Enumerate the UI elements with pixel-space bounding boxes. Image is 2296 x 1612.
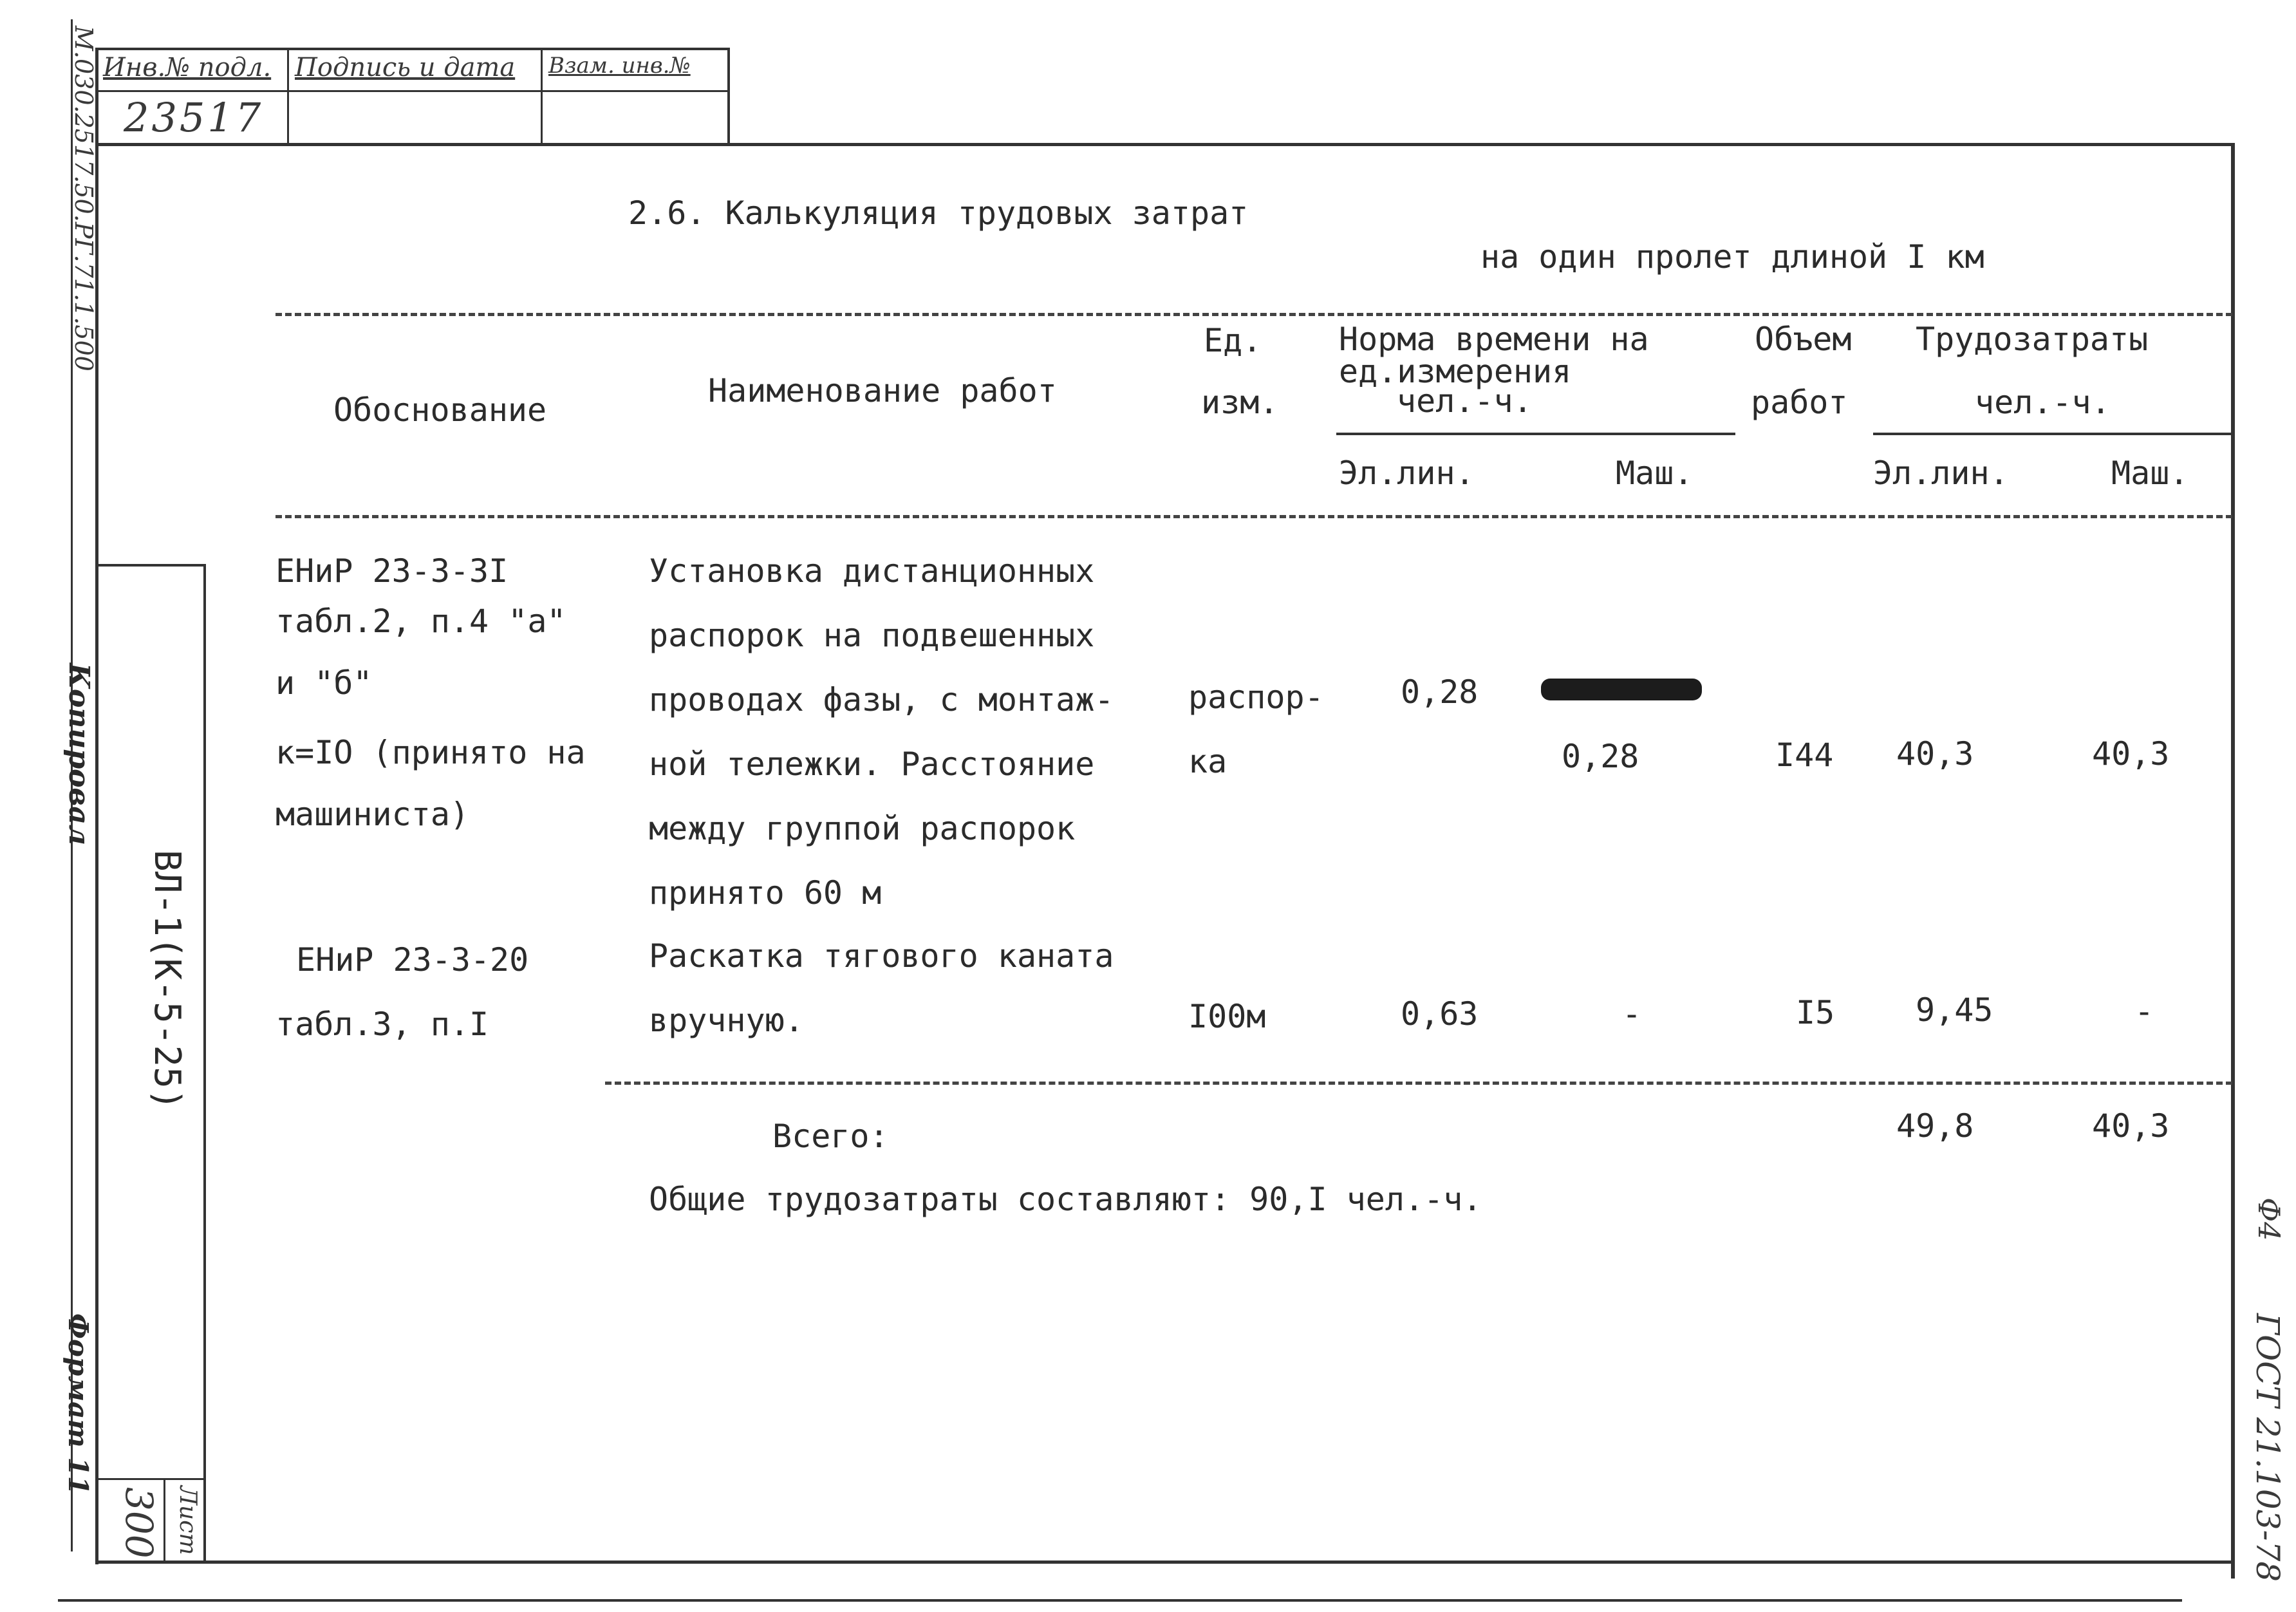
header-volume-1: Объем [1755,321,1852,358]
row1-norm-mash: 0,28 [1562,738,1639,775]
stamp-col1-header: Инв.№ подл. [103,53,272,82]
header-work-name: Наименование работ [708,372,1057,409]
row1-labor-el: 40,3 [1896,735,1974,773]
vertical-format: Формат 11 [62,1313,94,1495]
total-label: Всего: [772,1118,889,1155]
sheet-number: 300 [117,1487,161,1559]
stamp-number: 23517 [124,94,264,141]
total-el: 49,8 [1896,1107,1974,1145]
gost-code: ГОСТ 21.103-78 [2249,1313,2286,1582]
header-top-dash [275,313,2232,316]
header-norm-1: Норма времени на [1339,321,1649,358]
row1-basis-4: к=IО (принято на [275,734,586,771]
side-panel-right [203,564,206,1563]
row2-volume: I5 [1796,994,1835,1031]
row2-work-2: вручную. [649,1002,804,1039]
row2-labor-mash: - [2134,993,2154,1030]
row1-work-1: Установка дистанционных [649,552,1095,590]
row1-basis-5: машиниста) [275,796,470,833]
row1-unit-2: ка [1188,743,1227,780]
row1-work-2: распорок на подвешенных [649,617,1095,654]
stamp-mid-line [97,90,730,92]
header-unit-1: Ед. [1204,322,1262,359]
summary-text: Общие трудозатраты составляют: 90,I чел.-ч. [649,1181,1482,1218]
page-bottom-line [58,1599,2182,1602]
stamp-top-line [97,48,730,50]
total-dash [605,1082,2232,1085]
row1-basis-1: ЕНиР 23-3-3I [275,552,509,590]
row1-work-3: проводах фазы, с монтаж- [649,681,1114,718]
header-labor-1: Трудозатраты [1916,321,2149,358]
row2-norm-mash: - [1622,995,1642,1033]
row1-unit-1: распор- [1188,679,1324,716]
row1-work-4: ной тележки. Расстояние [649,745,1095,783]
vertical-doc-code: ВЛ-1(К-5-25) [146,850,188,1111]
frame-right [2231,143,2235,1579]
vertical-note: Копировал [62,663,95,846]
norm-header-underline [1336,433,1735,435]
header-norm-2: ед.измерения [1339,353,1572,390]
format-code: Ф4 [2252,1197,2286,1241]
row1-basis-2: табл.2, п.4 "а" [275,603,566,640]
vertical-code: М.030.2517.50.РГ.71.1.500 [70,26,98,371]
ink-blot [1541,679,1702,700]
stamp-right-line [727,48,730,144]
stamp-col2-header: Подпись и дата [295,53,516,82]
header-labor-el: Эл.лин. [1873,455,2009,492]
row1-norm-el: 0,28 [1401,673,1479,711]
sheet-box-div [163,1478,165,1563]
total-mash: 40,3 [2092,1107,2170,1145]
header-volume-2: работ [1751,384,1848,421]
row2-unit: I00м [1188,998,1266,1035]
section-title: 2.6. Калькуляция трудовых затрат [628,194,1249,232]
stamp-div1 [287,48,289,144]
row1-work-5: между группой распорок [649,810,1076,847]
section-subtitle: на один пролет длиной I км [1480,238,1984,276]
row2-work-1: Раскатка тягового каната [649,937,1114,975]
header-norm-3: чел.-ч. [1397,382,1533,420]
row1-labor-mash: 40,3 [2092,735,2170,773]
row2-labor-el: 9,45 [1916,991,1993,1029]
row2-norm-el: 0,63 [1401,995,1479,1033]
row2-basis-2: табл.3, п.I [275,1006,489,1043]
header-labor-mash: Маш. [2111,455,2189,492]
header-basis: Обоснование [333,391,547,429]
row1-basis-3: и "б" [275,664,373,702]
header-norm-el: Эл.лин. [1339,455,1475,492]
frame-bottom [97,1560,2235,1564]
stamp-col3-header: Взам. инв.№ [548,53,691,79]
header-unit-2: изм. [1201,384,1279,421]
header-labor-2: чел.-ч. [1975,384,2111,421]
side-panel-top [97,564,206,567]
row2-basis-1: ЕНиР 23-3-20 [296,941,529,979]
header-norm-mash: Маш. [1616,455,1694,492]
sheet-label: Лист [174,1486,201,1555]
frame-top [97,143,2235,146]
stamp-div2 [541,48,543,144]
row1-volume: I44 [1775,736,1834,774]
sheet-box-top [97,1478,206,1480]
header-bottom-dash [275,515,2232,518]
row1-work-6: принято 60 м [649,874,882,912]
labor-header-underline [1873,433,2231,435]
